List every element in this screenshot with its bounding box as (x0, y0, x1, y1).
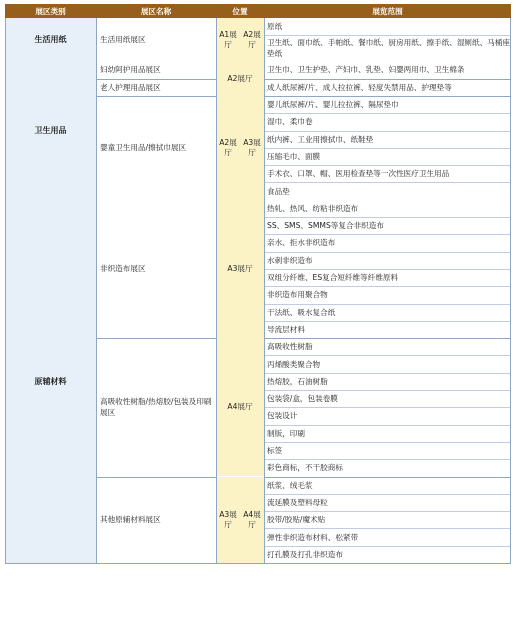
scope-item: SS、SMS、SMMS等复合非织造布 (264, 217, 511, 234)
grid-line (264, 528, 511, 529)
scope-item: 卫生巾、卫生护垫、产妇巾、乳垫、妇婴两用巾、卫生棉条 (264, 61, 511, 78)
scope-item: 流延膜及塑料母粒 (264, 494, 511, 511)
category-cell: 卫生用品 (5, 61, 96, 199)
scope-item: 制版，印刷 (264, 425, 511, 442)
position-hall: A2展厅 (243, 29, 261, 49)
position-cell (216, 96, 264, 200)
grid-line (264, 269, 511, 270)
scope-item: 婴儿纸尿裤/片、婴儿拉拉裤、隔尿垫巾 (264, 96, 511, 113)
grid-line (264, 113, 511, 114)
scope-item: 热熔胶，石油树脂 (264, 373, 511, 390)
scope-item: 食品垫 (264, 182, 511, 199)
header-category: 展区类别 (5, 4, 96, 18)
scope-item: 纸内裤、工业用擦拭巾、纸鞋垫 (264, 131, 511, 148)
grid-line (264, 252, 511, 253)
grid-line (264, 390, 511, 391)
grid-line (264, 35, 511, 36)
scope-item: 高吸收性树脂 (264, 338, 511, 355)
zone-name-cell: 非织造布展区 (96, 200, 216, 338)
grid-line (5, 563, 511, 564)
scope-item: 包装设计 (264, 407, 511, 424)
zone-name-cell: 生活用纸展区 (96, 18, 216, 61)
exhibition-zone-table (5, 4, 511, 618)
scope-item: 压缩毛巾、面膜 (264, 148, 511, 165)
grid-line (5, 18, 6, 563)
position-cell (216, 200, 264, 338)
scope-item: 卫生纸、面巾纸、手帕纸、餐巾纸、厨房用纸、擦手纸、湿厕纸、马桶座垫纸 (264, 35, 511, 61)
position-hall: A4展厅 (227, 402, 253, 412)
scope-item: 彩色商标，不干胶商标 (264, 459, 511, 476)
grid-line (264, 338, 511, 339)
zone-name-cell: 老人护理用品展区 (96, 79, 216, 96)
scope-item: 导流层材料 (264, 321, 511, 338)
grid-line (264, 165, 511, 166)
scope-item: 弹性非织造布材料、松紧带 (264, 528, 511, 545)
scope-item: 亲水、拒水非织造布 (264, 234, 511, 251)
header-scope: 展览范围 (264, 4, 511, 18)
grid-line (264, 131, 511, 132)
grid-line (264, 79, 511, 80)
grid-line (264, 304, 511, 305)
scope-item: 双组分纤维、ES复合短纤维等纤维原料 (264, 269, 511, 286)
grid-line (264, 407, 511, 408)
grid-line (264, 459, 511, 460)
position-cell (216, 338, 264, 476)
scope-item: 标签 (264, 442, 511, 459)
scope-item: 湿巾、柔巾卷 (264, 113, 511, 130)
grid-line (264, 18, 265, 563)
position-hall: A4展厅 (243, 509, 261, 529)
scope-item: 干法纸、吸水复合纸 (264, 304, 511, 321)
scope-item: 成人纸尿裤/片、成人拉拉裤、轻度失禁用品、护理垫等 (264, 79, 511, 96)
grid-line (264, 373, 511, 374)
grid-line (264, 511, 511, 512)
grid-line (264, 234, 511, 235)
category-cell: 原辅材料 (5, 200, 96, 563)
position-hall: A1展厅 (219, 29, 237, 49)
header-zone-name: 展区名称 (96, 4, 216, 18)
header-position: 位置 (216, 4, 264, 18)
position-hall: A3展厅 (219, 509, 237, 529)
zone-name-cell: 婴童卫生用品/擦拭巾展区 (96, 96, 216, 200)
scope-item: 包装袋/盒，包装卷膜 (264, 390, 511, 407)
position-hall: A2展厅 (227, 73, 253, 83)
position-hall: A3展厅 (227, 263, 253, 273)
grid-line (264, 286, 511, 287)
grid-line (96, 18, 97, 563)
grid-line (264, 494, 511, 495)
zone-name-cell: 妇幼阿护用品展区 (96, 61, 216, 78)
grid-line (264, 546, 511, 547)
position-cell (216, 477, 264, 564)
position-hall: A3展厅 (243, 137, 261, 157)
scope-item: 非织造布用聚合物 (264, 286, 511, 303)
scope-item: 水刺非织造布 (264, 252, 511, 269)
grid-line (264, 355, 511, 356)
scope-item: 胶带/胶贴/魔术贴 (264, 511, 511, 528)
grid-line (264, 182, 511, 183)
grid-line (510, 18, 511, 563)
scope-item: 丙烯酸类聚合物 (264, 355, 511, 372)
grid-line (264, 442, 511, 443)
position-cell (216, 18, 264, 61)
grid-line (216, 18, 217, 563)
scope-item: 热轧、热风、纺粘非织造布 (264, 200, 511, 217)
position-cell (216, 61, 264, 96)
zone-name-cell: 其他原辅材料展区 (96, 477, 216, 564)
scope-item: 原纸 (264, 18, 511, 35)
zone-name-cell: 高吸收性树脂/热熔胶/包装及印刷展区 (96, 338, 216, 476)
category-cell: 生活用纸 (5, 18, 96, 61)
grid-line (264, 148, 511, 149)
scope-item: 手术衣、口罩、帽、医用检查垫等一次性医疗卫生用品 (264, 165, 511, 182)
grid-line (264, 321, 511, 322)
scope-item: 纸浆、绒毛浆 (264, 477, 511, 494)
scope-item: 打孔膜及打孔非织造布 (264, 546, 511, 563)
grid-line (264, 96, 511, 97)
grid-line (264, 425, 511, 426)
grid-line (264, 477, 511, 478)
position-hall: A2展厅 (219, 137, 237, 157)
grid-line (264, 217, 511, 218)
